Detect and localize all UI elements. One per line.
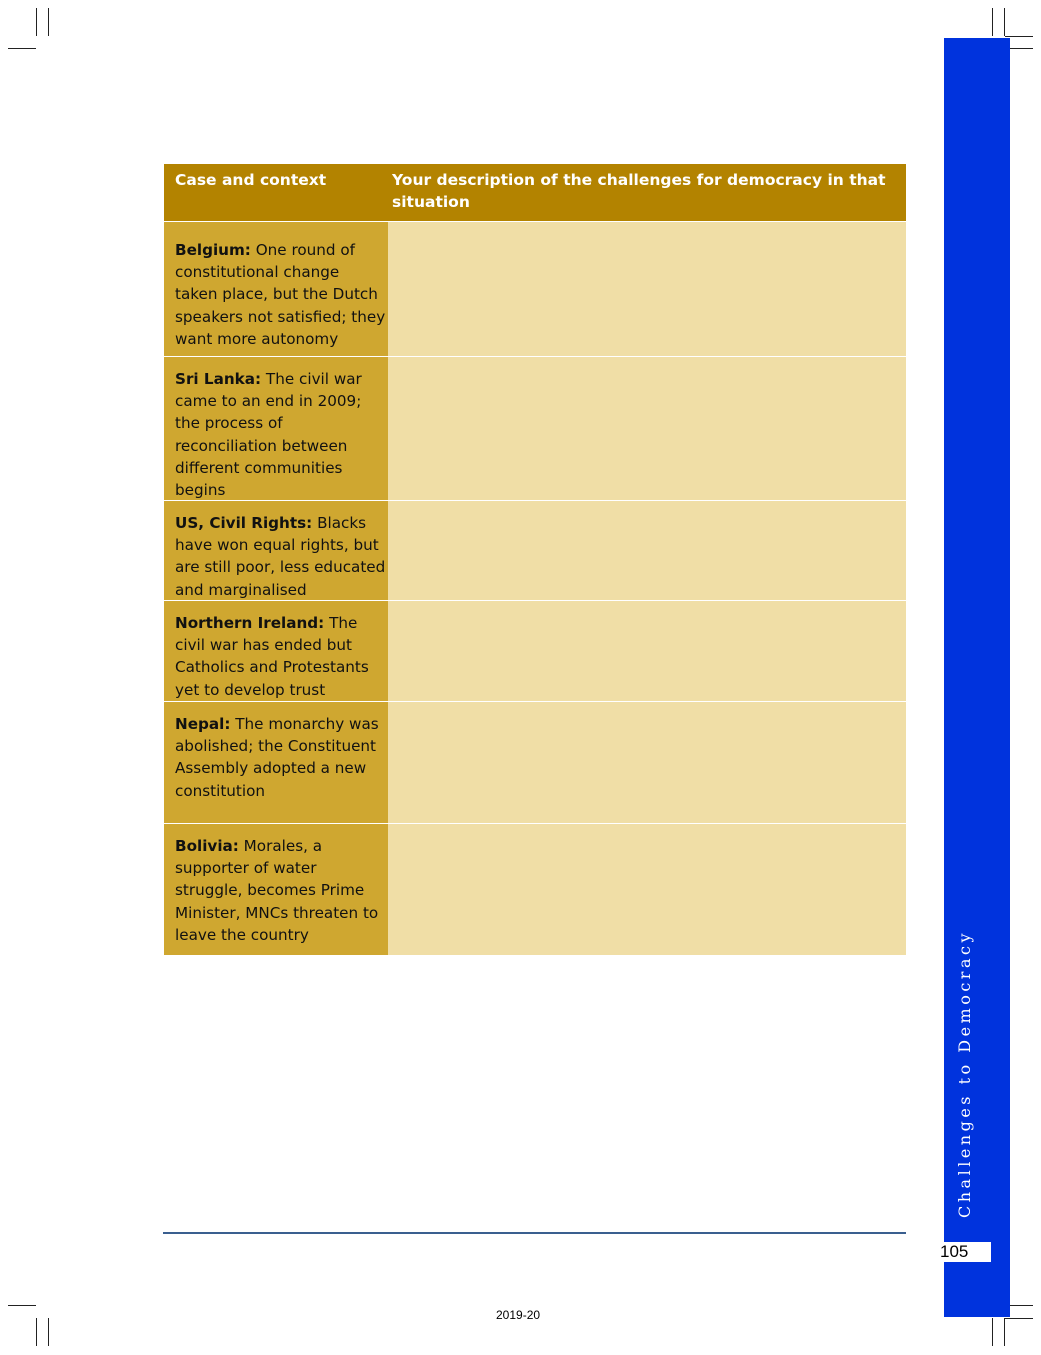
case-cell bbox=[164, 824, 388, 955]
crop-mark bbox=[8, 1305, 36, 1306]
crop-mark bbox=[1004, 8, 1005, 36]
case-context: The civil war has ended but Catholics and Protestants yet to develop trust bbox=[175, 614, 369, 699]
crop-mark bbox=[1005, 1318, 1033, 1319]
case-context: The monarchy was abolished; the Constituent Assembly adopted a new constitution bbox=[175, 715, 379, 800]
description-cell[interactable] bbox=[388, 357, 906, 500]
side-band bbox=[944, 38, 1010, 1317]
description-cell[interactable] bbox=[388, 702, 906, 823]
footer-rule bbox=[163, 1232, 906, 1234]
description-cell[interactable] bbox=[388, 601, 906, 701]
description-cell[interactable] bbox=[388, 222, 906, 356]
challenges-table bbox=[164, 164, 906, 955]
description-cell[interactable] bbox=[388, 824, 906, 955]
crop-mark bbox=[1005, 36, 1033, 37]
crop-mark bbox=[36, 8, 37, 36]
case-name: Nepal: bbox=[175, 715, 231, 733]
header-description: Your description of the challenges for democracy in that situation bbox=[392, 171, 886, 211]
table-row bbox=[164, 221, 906, 356]
case-context: The civil war came to an end in 2009; the process of reconciliation between different communities begins bbox=[175, 370, 362, 500]
crop-mark bbox=[8, 48, 36, 49]
table-header bbox=[164, 164, 906, 221]
case-name: Belgium: bbox=[175, 241, 251, 259]
crop-mark bbox=[1004, 1318, 1005, 1346]
crop-mark bbox=[992, 8, 993, 36]
case-cell bbox=[164, 357, 388, 500]
case-context: One round of constitutional change taken place, but the Dutch speakers not satisfied; they want more autonomy bbox=[175, 241, 386, 348]
case-name: Northern Ireland: bbox=[175, 614, 325, 632]
table-row bbox=[164, 500, 906, 600]
crop-mark bbox=[48, 1318, 49, 1346]
case-cell bbox=[164, 702, 388, 823]
description-cell[interactable] bbox=[388, 501, 906, 600]
case-name: Sri Lanka: bbox=[175, 370, 262, 388]
table-row bbox=[164, 356, 906, 500]
side-chapter-title: Challenges to Democracy bbox=[955, 930, 974, 1218]
footer-year: 2019-20 bbox=[496, 1308, 541, 1322]
table-row bbox=[164, 823, 906, 955]
case-cell bbox=[164, 222, 388, 356]
crop-mark bbox=[992, 1318, 993, 1346]
crop-mark bbox=[48, 8, 49, 36]
crop-mark bbox=[36, 1318, 37, 1346]
table-row bbox=[164, 600, 906, 701]
case-cell bbox=[164, 601, 388, 701]
case-name: US, Civil Rights: bbox=[175, 514, 313, 532]
case-context: Blacks have won equal rights, but are still poor, less educated and marginalised bbox=[175, 514, 386, 599]
case-name: Bolivia: bbox=[175, 837, 239, 855]
page-number: 105 bbox=[937, 1242, 991, 1262]
case-context: Morales, a supporter of water struggle, becomes Prime Minister, MNCs threaten to leave the country bbox=[175, 837, 379, 944]
header-case: Case and context bbox=[175, 171, 327, 189]
table-row bbox=[164, 701, 906, 823]
case-cell bbox=[164, 501, 388, 600]
